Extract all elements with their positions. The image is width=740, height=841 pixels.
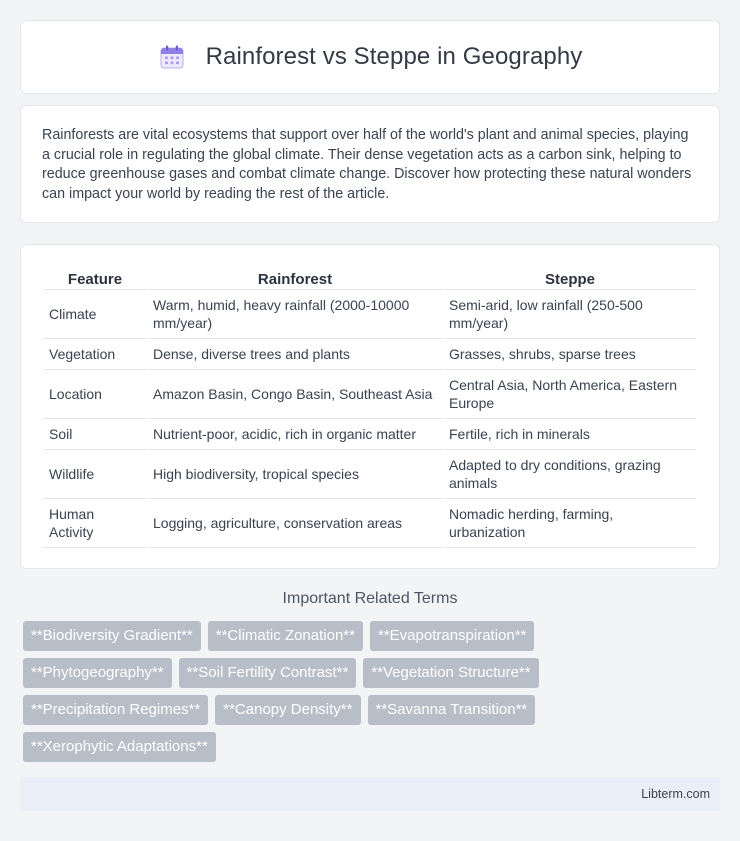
table-row: [44, 339, 696, 370]
feature-cell: Wildlife: [44, 450, 146, 499]
calendar-icon: [158, 43, 186, 71]
rainforest-cell: Logging, agriculture, conservation areas: [148, 499, 442, 548]
rainforest-cell: Nutrient-poor, acidic, rich in organic matter: [148, 419, 442, 450]
term-tag[interactable]: **Vegetation Structure**: [363, 658, 538, 688]
column-header-steppe: Steppe: [444, 264, 696, 290]
footer: [20, 777, 720, 811]
column-header-feature: Feature: [44, 264, 146, 290]
term-tag[interactable]: **Evapotranspiration**: [370, 621, 534, 651]
footer-link[interactable]: Libterm.com: [641, 787, 710, 801]
steppe-cell: Grasses, shrubs, sparse trees: [444, 339, 696, 370]
term-tag[interactable]: **Biodiversity Gradient**: [23, 621, 201, 651]
table-row: [44, 419, 696, 450]
term-tag[interactable]: **Soil Fertility Contrast**: [179, 658, 357, 688]
term-tag[interactable]: **Canopy Density**: [215, 695, 360, 725]
table-row: [44, 450, 696, 499]
column-header-rainforest: Rainforest: [148, 264, 442, 290]
table-row: [44, 370, 696, 419]
feature-cell: Climate: [44, 290, 146, 339]
feature-cell: Human Activity: [44, 499, 146, 548]
related-terms-list: [23, 621, 723, 769]
comparison-table: [42, 264, 698, 548]
rainforest-cell: Amazon Basin, Congo Basin, Southeast Asia: [148, 370, 442, 419]
term-tag[interactable]: **Phytogeography**: [23, 658, 172, 688]
feature-cell: Soil: [44, 419, 146, 450]
table-header-row: [44, 264, 696, 290]
table-row: [44, 499, 696, 548]
steppe-cell: Central Asia, North America, Eastern Europe: [444, 370, 696, 419]
table-row: [44, 290, 696, 339]
page-title: Rainforest vs Steppe in Geography: [205, 43, 583, 70]
intro-card: [20, 105, 720, 223]
term-tag[interactable]: **Precipitation Regimes**: [23, 695, 208, 725]
related-terms-title: Important Related Terms: [282, 590, 458, 607]
steppe-cell: Fertile, rich in minerals: [444, 419, 696, 450]
feature-cell: Location: [44, 370, 146, 419]
rainforest-cell: Dense, diverse trees and plants: [148, 339, 442, 370]
term-tag[interactable]: **Climatic Zonation**: [208, 621, 363, 651]
steppe-cell: Semi-arid, low rainfall (250-500 mm/year): [444, 290, 696, 339]
header-card: [20, 20, 720, 94]
intro-text: Rainforests are vital ecosystems that support over half of the world's plant and animal species, playing a crucial role in regulating the global climate. Their dense vegetation acts as a carbon sink, helping to reduce greenhouse gases and combat climate change. Discover how protecting these natural wonders can impact your world by reading the rest of the article.: [42, 127, 692, 202]
feature-cell: Vegetation: [44, 339, 146, 370]
rainforest-cell: Warm, humid, heavy rainfall (2000-10000 mm/year): [148, 290, 442, 339]
term-tag[interactable]: **Savanna Transition**: [368, 695, 536, 725]
rainforest-cell: High biodiversity, tropical species: [148, 450, 442, 499]
steppe-cell: Nomadic herding, farming, urbanization: [444, 499, 696, 548]
comparison-card: [20, 244, 720, 569]
term-tag[interactable]: **Xerophytic Adaptations**: [23, 732, 216, 762]
steppe-cell: Adapted to dry conditions, grazing animals: [444, 450, 696, 499]
